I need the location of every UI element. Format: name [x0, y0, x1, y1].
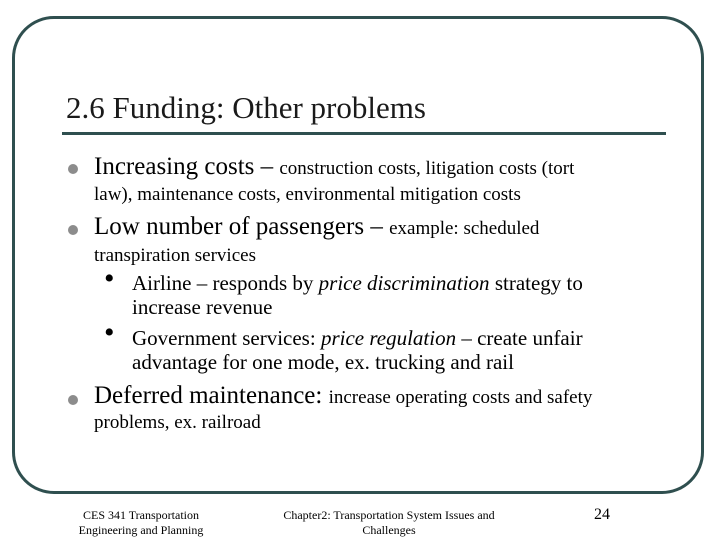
footer-course-line-1: CES 341 Transportation	[82, 508, 199, 522]
bullet-2-line-1	[94, 213, 539, 241]
footer-course-line-2: Engineering and Planning	[78, 523, 204, 537]
sub-item-2-after: – create unfair	[456, 326, 583, 350]
bullet-3-line-1	[94, 382, 592, 410]
bullet-2-lead: Low number of passengers –	[94, 213, 390, 240]
bullet-1-lead: Increasing costs –	[94, 153, 280, 180]
bullet-3-line-2: problems, ex. railroad	[94, 412, 261, 433]
bullet-2-rest: example: scheduled	[389, 218, 540, 239]
bullet-1-line-2: law), maintenance costs, environmental mitigation costs	[94, 184, 521, 205]
slide-title: 2.6 Funding: Other problems	[66, 90, 426, 125]
sub-item-2-line-1	[132, 326, 583, 351]
sub-item-1-after: strategy to	[489, 271, 583, 295]
sub-item-1-em: price discrimination	[318, 271, 490, 295]
page-number: 24	[594, 506, 610, 523]
sub-item-2-before: Government services:	[132, 326, 321, 350]
footer-chapter	[270, 508, 508, 538]
bullet-dot	[68, 225, 78, 235]
title-underline	[62, 132, 666, 135]
sub-item-2-line-2: advantage for one mode, ex. trucking and rail	[132, 350, 514, 374]
sub-item-1-line-2: increase revenue	[132, 295, 273, 319]
footer-course	[70, 508, 212, 538]
footer-chapter-line-1: Chapter2: Transportation System Issues and	[283, 508, 495, 522]
bullet-1-rest: construction costs, litigation costs (tort	[279, 158, 575, 179]
bullet-2-line-2: transpiration services	[94, 245, 256, 266]
sub-item-2-em: price regulation	[320, 326, 457, 350]
sub-item-1-before: Airline – responds by	[132, 271, 319, 295]
bullet-1-line-1	[94, 153, 574, 181]
sub-bullet-dot: •	[104, 316, 115, 349]
bullet-3-rest: increase operating costs and safety	[328, 387, 593, 408]
bullet-dot	[68, 395, 78, 405]
bullet-dot	[68, 164, 78, 174]
footer-chapter-line-2: Challenges	[362, 523, 416, 537]
sub-item-1-line-1	[132, 271, 583, 296]
bullet-3-lead: Deferred maintenance:	[94, 382, 329, 409]
sub-bullet-dot: •	[104, 262, 115, 295]
